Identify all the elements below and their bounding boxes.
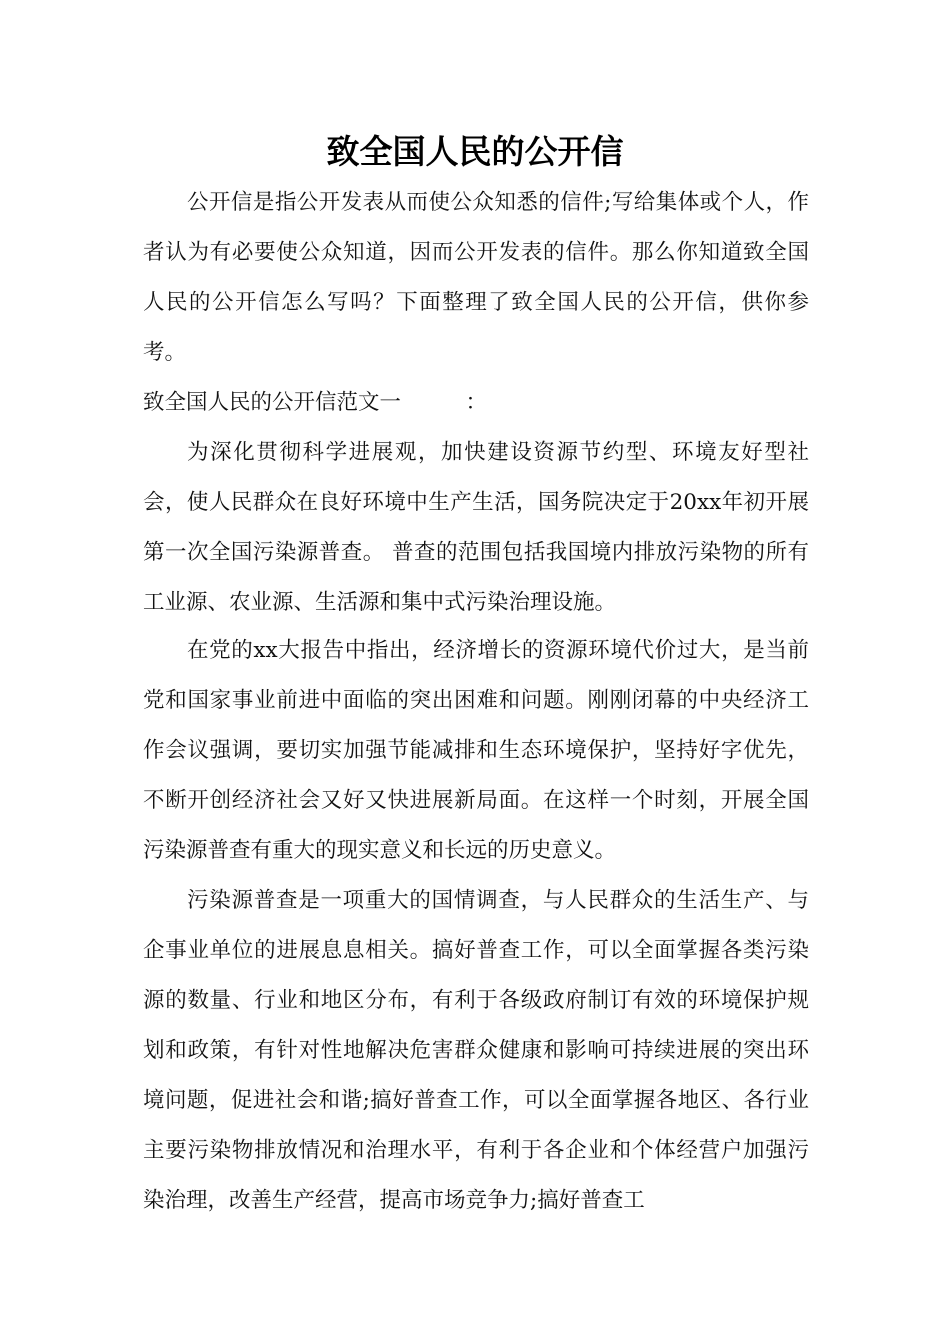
intro-paragraph: 公开信是指公开发表从而使公众知悉的信件;写给集体或个人，作者认为有必要使公众知道，因而公开发表的信件。那么你知道致全国人民的公开信怎么写吗？下面整理了致全国人民的公开信，供你参考。 <box>143 190 809 365</box>
body-paragraph: 在党的xx大报告中指出，经济增长的资源环境代价过大，是当前党和国家事业前进中面临的突出困难和问题。刚刚闭幕的中央经济工作会议强调，要切实加强节能减排和生态环境保护，坚持好字优先，不断开创经济社会又好又快进展新局面。在这样一个时刻，开展全国污染源普查有重大的现实意义和长远的历史意义。 <box>143 638 809 863</box>
body-paragraph: 为深化贯彻科学进展观，加快建设资源节约型、环境友好型社会，使人民群众在良好环境中生产生活，国务院决定于20xx年初开展第一次全国污染源普查。 普查的范围包括我国境内排放污染物的所有工业源、农业源、生活源和集中式污染治理设施。 <box>143 440 809 615</box>
section-heading: 致全国人民的公开信范文一 ： <box>143 390 488 415</box>
body-paragraph: 污染源普查是一项重大的国情调查，与人民群众的生活生产、与企事业单位的进展息息相关。搞好普查工作，可以全面掌握各类污染源的数量、行业和地区分布，有利于各级政府制订有效的环境保护规划和政策，有针对性地解决危害群众健康和影响可持续进展的突出环境问题，促进社会和谐;搞好普查工作，可以全面掌握各地区、各行业主要污染物排放情况和治理水平，有利于各企业和个体经营户加强污染治理，改善生产经营，提高市场竞争力;搞好普查工 <box>143 888 809 1213</box>
document-title: 致全国人民的公开信 <box>326 132 624 171</box>
